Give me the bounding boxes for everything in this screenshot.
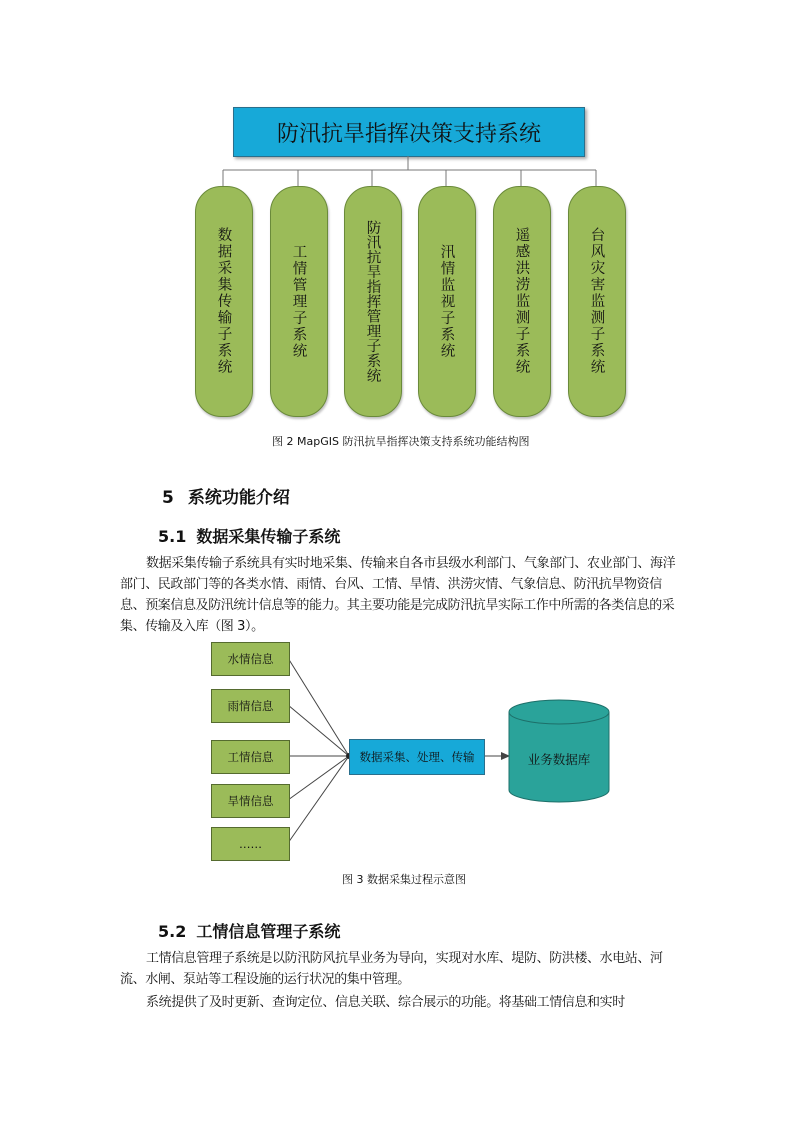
- input-label: 水情信息: [227, 652, 274, 666]
- input-label: ……: [239, 837, 262, 851]
- subsystem-label: 工情管理子系统: [290, 243, 307, 360]
- subsystem-label: 台风灾害监测子系统: [588, 227, 605, 376]
- subsection-title: 数据采集传输子系统: [196, 527, 341, 546]
- subsystem-box: [418, 186, 476, 417]
- subsection-heading: [158, 919, 340, 942]
- database-label: 业务数据库: [527, 752, 591, 767]
- input-box: [211, 827, 290, 861]
- subsystem-label: 汛情监视子系统: [438, 243, 455, 360]
- subsystem-label: 数据采集传输子系统: [215, 227, 232, 376]
- subsystem-box: [493, 186, 551, 417]
- figure3-caption: 图 3 数据采集过程示意图: [342, 873, 466, 886]
- input-label: 工情信息: [227, 750, 274, 764]
- figure3-input-line: [288, 658, 349, 756]
- figure2-caption: 图 2 MapGIS 防汛抗旱指挥决策支持系统功能结构图: [272, 435, 530, 448]
- input-label: 旱情信息: [227, 794, 274, 808]
- subsystem-box: [344, 186, 402, 417]
- body-paragraph: 工情信息管理子系统是以防汛防风抗旱业务为导向，实现对水库、堤防、防洪楼、水电站、河流、水闸、泵站等工程设施的运行状况的集中管理。: [120, 951, 663, 987]
- input-box: [211, 689, 290, 723]
- subsystem-box: [195, 186, 253, 417]
- figure2-connectors: [0, 0, 794, 200]
- input-box: [211, 642, 290, 676]
- process-label: 数据采集、处理、传输: [359, 750, 475, 764]
- subsection-title: 工情信息管理子系统: [196, 922, 341, 941]
- subsystem-box: [568, 186, 626, 417]
- figure3-input-line: [288, 756, 349, 800]
- body-paragraph: 系统提供了及时更新、查询定位、信息关联、综合展示的功能。将基础工情信息和实时: [146, 995, 625, 1010]
- subsystem-label: 防汛抗旱指挥管理子系统: [364, 220, 381, 383]
- subsection-number: 5.1: [158, 527, 187, 546]
- body-paragraph: 数据采集传输子系统具有实时地采集、传输来自各市县级水利部门、气象部门、农业部门、海洋部门、民政部门等的各类水情、雨情、台风、工情、旱情、洪涝灾情、气象信息、防汛抗旱物资信息、预案信息及防汛统计信息等的能力。其主要功能是完成防汛抗旱实际工作中所需的各类信息的采集、传输及入库（图 3）。: [120, 556, 676, 634]
- input-box: [211, 740, 290, 774]
- subsection-number: 5.2: [158, 922, 187, 941]
- input-label: 雨情信息: [227, 699, 274, 713]
- section-heading: [162, 483, 290, 508]
- input-box: [211, 784, 290, 818]
- process-box: [349, 739, 485, 775]
- subsystem-box: [270, 186, 328, 417]
- subsystem-label: 遥感洪涝监测子系统: [513, 227, 530, 376]
- section-title: 系统功能介绍: [187, 488, 290, 508]
- section-number: 5: [162, 488, 174, 508]
- figure3-input-line: [288, 705, 349, 756]
- figure3-input-line: [288, 756, 349, 843]
- figure2-root-label: 防汛抗旱指挥决策支持系统: [276, 121, 541, 147]
- subsection-heading: [158, 524, 340, 547]
